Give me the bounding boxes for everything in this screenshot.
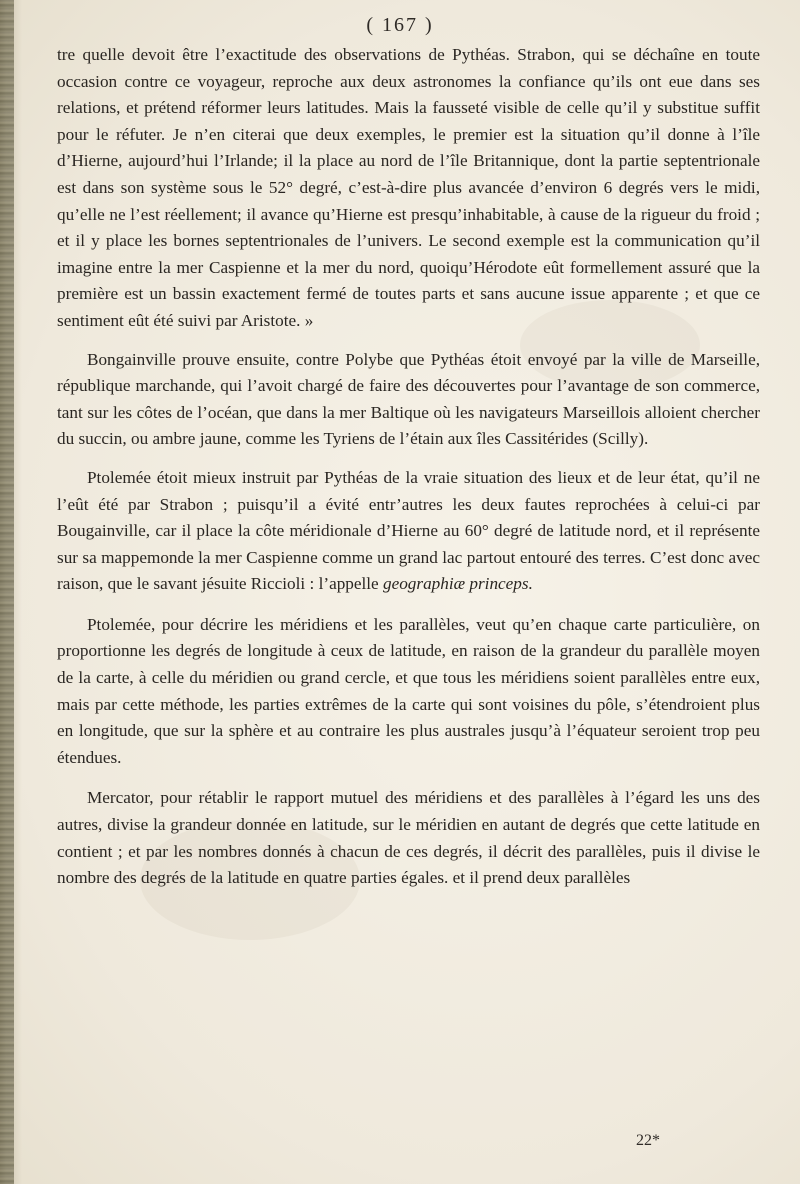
paragraph-5: Mercator, pour rétablir le rapport mutuel des méridiens et des parallèles à l’égard les uns des autres, divise la grandeur donnée en latitude, sur le méridien en autant de degrés que cette latitude en contient ; et par les nombres donnés à chacun de ces degrés, il décrit des parallèles, puis il divise le nombre des degrés de la latitude en quatre parties égales. et il prend deux parallèles <box>57 788 760 888</box>
paragraph-3 <box>57 465 760 598</box>
paragraph-3-text: Ptolemée étoit mieux instruit par Pythéas de la vraie situation des lieux et de leur état, qu’il ne l’eût été par Strabon ; puisqu’il a évité entr’autres les deux fautes reprochées à celui-ci par Bougainville, car il place la côte méridionale d’Hierne au 60° degré de latitude nord, et il représente sur sa mappemonde la mer Caspienne comme un grand lac partout entouré des terres. C’est donc avec raison, que le savant jésuite Riccioli : l’appelle <box>57 467 760 594</box>
signature-mark: 22* <box>636 1132 660 1149</box>
binding-edge <box>0 0 14 1184</box>
paragraph-3-italic: geographiæ princeps. <box>382 574 533 594</box>
paragraph-4: Ptolemée, pour décrire les méridiens et les parallèles, veut qu’en chaque carte particulière, on proportionne les degrés de longitude à ceux de latitude, en raison de la grandeur du parallèle moyen de la carte, à celle du méridien ou grand cercle, et que tous les méridiens soient parallèles entre eux, mais par cette méthode, les parties extrêmes de la carte qui sont voisines du pôle, s’étendroient plus en longitude, que sur la sphère et au contraire les plus australes jusqu’à l’équateur seroient trop peu étendues. <box>57 614 760 767</box>
paragraph-2: Bongainville prouve ensuite, contre Polybe que Pythéas étoit envoyé par la ville de Marseille, république marchande, qui l’avoit chargé de faire des découvertes pour l’avantage de son commerce, tant sur les côtes de l’océan, que dans la mer Baltique où les navigateurs Marseillois alloient chercher du succin, ou ambre jaune, comme les Tyriens de l’étain aux îles Cassitérides (Scilly). <box>57 349 760 449</box>
page-number: ( 167 ) <box>366 14 434 36</box>
body-text <box>57 42 760 892</box>
paragraph-1: tre quelle devoit être l’exactitude des observations de Pythéas. Strabon, qui se déchaîne en toute occasion contre ce voyageur, reproche aux deux astronomes la confiance qu’ils ont eue dans ses relations, et prétend réformer leurs latitudes. Mais la fausseté visible de celle qu’il y substitue suffit pour le réfuter. Je n’en citerai que deux exemples, le premier est la situation qu’il donne à l’île d’Hierne, aujourd’hui l’Irlande; il la place au nord de l’île Britannique, dont la partie septentrionale est dans son système sous le 52° degré, c’est-à-dire plus avancée d’environ 6 degrés vers le midi, qu’elle ne l’est réellement; il avance qu’Hierne est presqu’inhabitable, à cause de la rigueur du froid ; et il y place les bornes septentrionales de l’univers. Le second exemple est la communication qu’il imagine entre la mer Caspienne et la mer du nord, quoiqu’Hérodote eût formellement assuré que la première est un bassin exactement fermé de toutes parts et sans aucune issue apparente ; et que ce sentiment eût été suivi par Aristote. » <box>57 45 760 330</box>
